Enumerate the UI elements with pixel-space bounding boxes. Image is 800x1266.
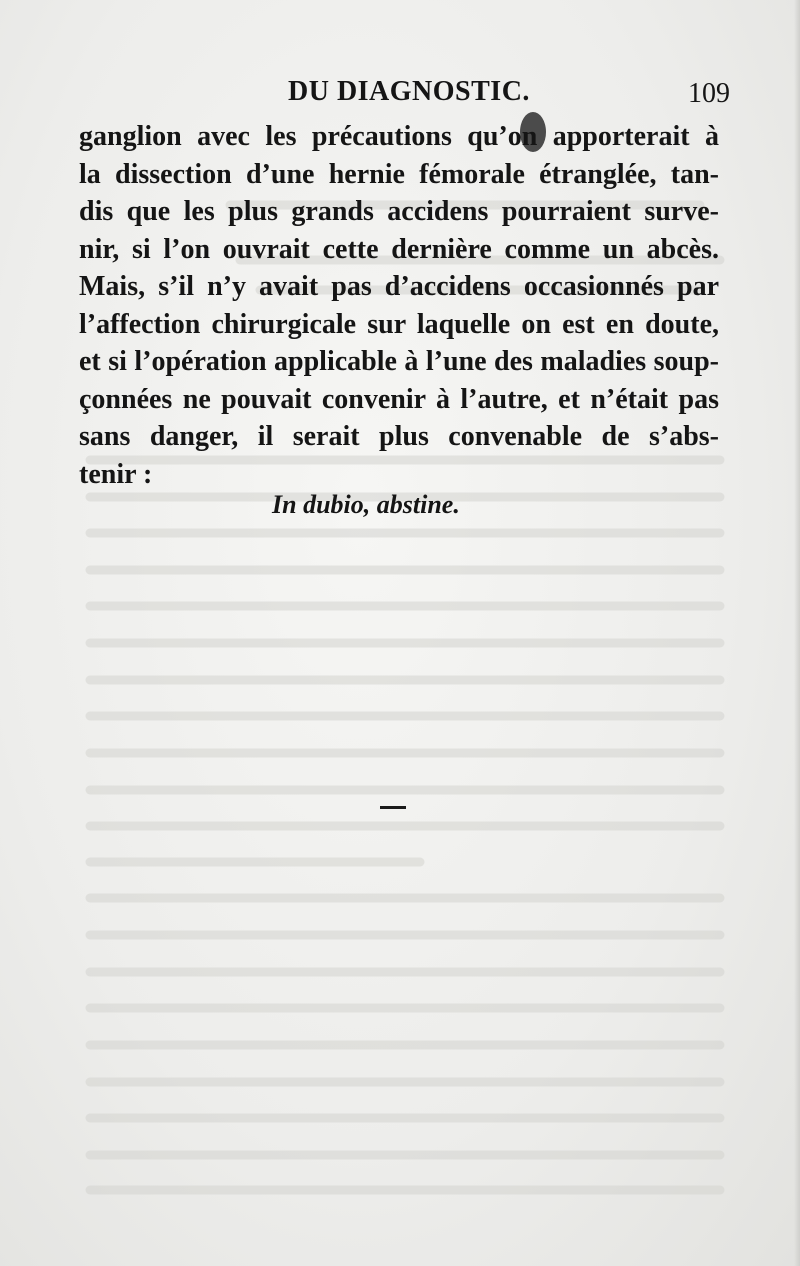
section-rule <box>380 806 406 809</box>
text-line: nir, si l’on ouvrait cette dernière comme un abcès. <box>79 233 719 265</box>
text-line: et si l’opération applicable à l’une des maladies soup- <box>79 346 719 377</box>
text-line: l’affection chirurgicale sur laquelle on est en doute, <box>79 308 719 340</box>
text-line: dis que les plus grands accidens pourraient surve- <box>79 196 719 227</box>
page-header <box>80 76 730 116</box>
text-line: la dissection d’une hernie fémorale étranglée, tan- <box>79 158 719 190</box>
page-edge <box>794 0 800 1266</box>
text-line: ganglion avec les précautions qu’on apporterait à <box>79 121 719 152</box>
text-line: Mais, s’il n’y avait pas d’accidens occasionnés par <box>79 271 719 302</box>
text-line: çonnées ne pouvait convenir à l’autre, et n’était pas <box>79 383 719 415</box>
body-paragraph <box>79 118 719 493</box>
page-number: 109 <box>688 78 730 109</box>
latin-maxim: In dubio, abstine. <box>272 490 460 519</box>
text-line: tenir : <box>79 458 153 490</box>
text-line: sans danger, il serait plus convenable de s’abs- <box>79 421 719 452</box>
running-title: DU DIAGNOSTIC. <box>288 76 530 107</box>
